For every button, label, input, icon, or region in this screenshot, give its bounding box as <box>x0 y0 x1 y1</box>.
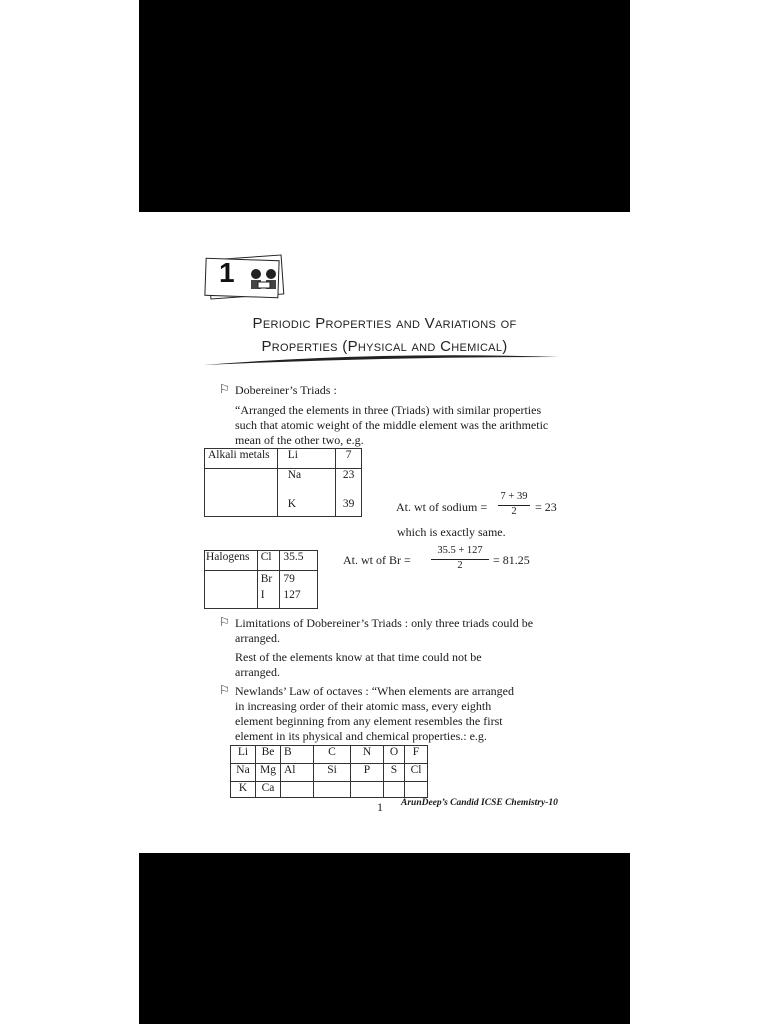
bromine-numerator: 35.5 + 127 <box>437 545 483 556</box>
dobereiner-text-3: mean of the other two, e.g. <box>235 433 364 447</box>
alkali-metals-table <box>204 448 362 517</box>
alkali-weight: 23 <box>342 469 355 481</box>
octave-cell: Si <box>314 764 351 782</box>
halogens-table <box>204 550 318 609</box>
octave-cell: Al <box>281 764 314 782</box>
chapter-badge <box>205 255 285 297</box>
sodium-note: which is exactly same. <box>397 525 506 539</box>
octaves-table <box>230 745 428 798</box>
alkali-element: Li <box>277 449 336 469</box>
document-page <box>139 212 630 853</box>
book-title-footer: ArunDeep’s Candid ICSE Chemistry-10 <box>401 798 558 808</box>
limitations-text-2: Rest of the elements know at that time could not be <box>235 650 482 664</box>
limitations-text-3: arranged. <box>235 665 280 679</box>
sodium-equation-prefix: At. wt of sodium = <box>396 500 488 514</box>
alkali-weight: 39 <box>342 498 355 510</box>
octave-cell: Li <box>231 746 256 764</box>
octave-cell: F <box>405 746 428 764</box>
octave-cell <box>351 782 384 798</box>
chapter-number: 1 <box>219 257 235 288</box>
bromine-equation-result: = 81.25 <box>493 553 530 567</box>
flag-bullet-icon: ⚐ <box>219 382 230 396</box>
octave-cell: K <box>231 782 256 798</box>
halogen-weight: 79 <box>283 573 295 585</box>
limitations-text-1: arranged. <box>235 631 280 645</box>
sodium-denominator: 2 <box>511 506 517 517</box>
halogen-label: Halogens <box>205 551 258 571</box>
alkali-element: K <box>287 498 297 510</box>
newlands-text-2: in increasing order of their atomic mass, every eighth <box>235 699 492 713</box>
flag-bullet-icon: ⚐ <box>219 615 230 629</box>
octave-cell: Mg <box>256 764 281 782</box>
halogen-weight: 35.5 <box>280 551 318 571</box>
alkali-label: Alkali metals <box>205 449 278 469</box>
limitations-heading: Limitations of Dobereiner’s Triads : only three triads could be <box>235 616 534 630</box>
octave-cell: Cl <box>405 764 428 782</box>
letterbox-bottom <box>139 853 630 1024</box>
octave-cell <box>314 782 351 798</box>
octave-cell: S <box>384 764 405 782</box>
newlands-text-1: Newlands’ Law of octaves : “When elements are arranged <box>235 684 514 698</box>
newlands-text-3: element beginning from any element resembles the first <box>235 714 503 728</box>
halogen-element: Cl <box>257 551 280 571</box>
halogen-element: I <box>260 589 265 601</box>
dobereiner-text-2: such that atomic weight of the middle element was the arithmetic <box>235 418 549 432</box>
octave-cell: P <box>351 764 384 782</box>
octave-cell: O <box>384 746 405 764</box>
dobereiner-heading: Dobereiner’s Triads : <box>235 383 337 397</box>
octave-cell: Ca <box>256 782 281 798</box>
octave-cell: Na <box>231 764 256 782</box>
halogen-element: Br <box>260 573 273 585</box>
sodium-equation-result: = 23 <box>535 500 557 514</box>
kids-reading-icon <box>247 267 281 293</box>
octave-cell <box>405 782 428 798</box>
letterbox-top <box>139 0 630 212</box>
bromine-equation-prefix: At. wt of Br = <box>343 553 411 567</box>
title-underline-swoosh <box>201 353 561 367</box>
newlands-text-4: element in its physical and chemical properties.: e.g. <box>235 729 487 743</box>
octave-cell: C <box>314 746 351 764</box>
halogen-weight: 127 <box>283 589 301 601</box>
octave-cell <box>281 782 314 798</box>
sodium-numerator: 7 + 39 <box>500 491 528 502</box>
octave-cell: N <box>351 746 384 764</box>
bromine-fraction <box>429 545 491 575</box>
octave-cell <box>384 782 405 798</box>
alkali-element: Na <box>287 469 302 481</box>
octave-cell: B <box>281 746 314 764</box>
dobereiner-text-1: “Arranged the elements in three (Triads) with similar properties <box>235 403 542 417</box>
chapter-title-line-1: Periodic Properties and Variations of <box>252 315 517 332</box>
sodium-fraction <box>496 491 532 521</box>
octave-cell: Be <box>256 746 281 764</box>
chapter-title-line-2: Properties (Physical and Chemical) <box>261 338 508 355</box>
bromine-denominator: 2 <box>457 560 463 571</box>
alkali-weight: 7 <box>336 449 362 469</box>
flag-bullet-icon: ⚐ <box>219 683 230 697</box>
page-number: 1 <box>377 800 383 814</box>
